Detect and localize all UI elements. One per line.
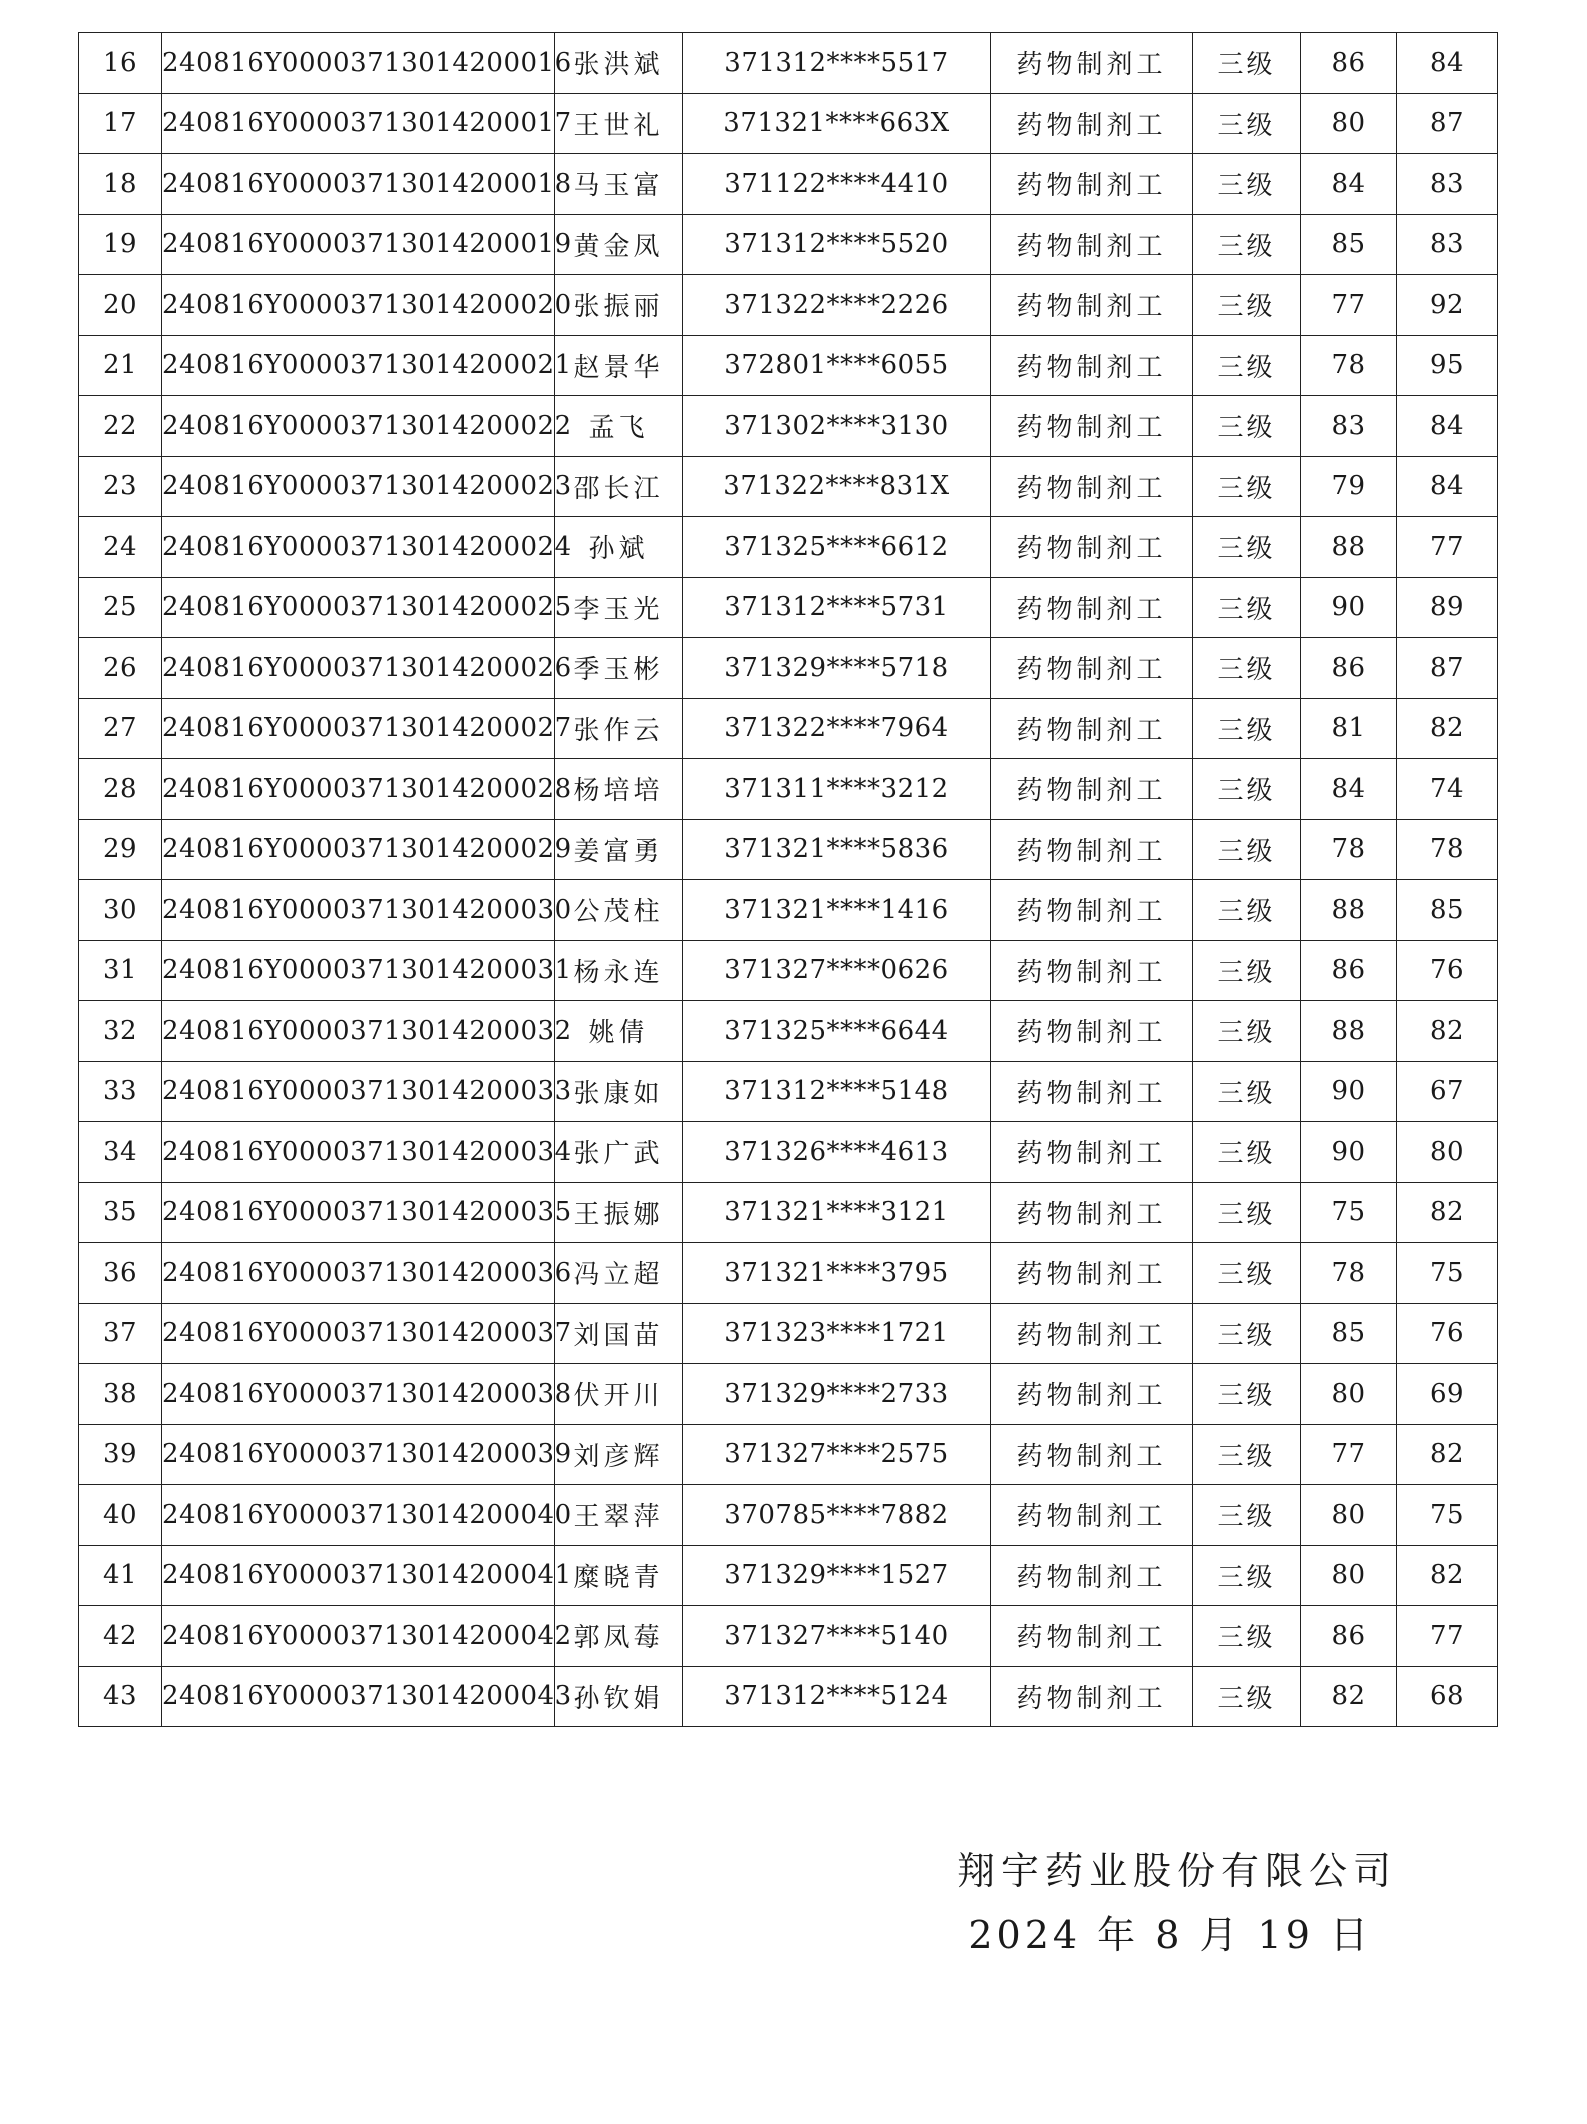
certificate-number-cell: 240816Y00003713014200029 [162, 819, 555, 880]
occupation-cell: 药物制剂工 [991, 456, 1193, 517]
signature-date: 2024 年 8 月 19 日 [968, 1913, 1372, 1957]
certificate-number-cell: 240816Y00003713014200031 [162, 940, 555, 1001]
person-name-cell: 郭凤莓 [555, 1606, 683, 1667]
row-number-cell: 18 [79, 154, 162, 215]
certificate-number-cell: 240816Y00003713014200032 [162, 1001, 555, 1062]
level-cell: 三级 [1193, 1666, 1301, 1727]
table-row [79, 275, 1498, 336]
certificate-number-cell: 240816Y00003713014200026 [162, 638, 555, 699]
row-number-cell: 29 [79, 819, 162, 880]
occupation-cell: 药物制剂工 [991, 759, 1193, 820]
table-row [79, 1666, 1498, 1727]
row-number-cell: 22 [79, 396, 162, 457]
id-number-cell: 371327****2575 [683, 1424, 991, 1485]
certificate-number-cell: 240816Y00003713014200023 [162, 456, 555, 517]
person-name-cell: 张作云 [555, 698, 683, 759]
certificate-number-cell: 240816Y00003713014200033 [162, 1061, 555, 1122]
person-name-cell: 刘彦辉 [555, 1424, 683, 1485]
theory-score-cell: 82 [1301, 1666, 1397, 1727]
certificate-number-cell: 240816Y00003713014200034 [162, 1122, 555, 1183]
row-number-cell: 41 [79, 1545, 162, 1606]
person-name-cell: 王世礼 [555, 93, 683, 154]
person-name-cell: 孙斌 [555, 517, 683, 578]
occupation-cell: 药物制剂工 [991, 33, 1193, 94]
theory-score-cell: 75 [1301, 1182, 1397, 1243]
id-number-cell: 371325****6644 [683, 1001, 991, 1062]
occupation-cell: 药物制剂工 [991, 93, 1193, 154]
id-number-cell: 371312****5520 [683, 214, 991, 275]
level-cell: 三级 [1193, 1061, 1301, 1122]
level-cell: 三级 [1193, 698, 1301, 759]
certificate-number-cell: 240816Y00003713014200043 [162, 1666, 555, 1727]
id-number-cell: 371321****5836 [683, 819, 991, 880]
table-row [79, 1303, 1498, 1364]
theory-score-cell: 80 [1301, 1485, 1397, 1546]
certificate-number-cell: 240816Y00003713014200028 [162, 759, 555, 820]
skill-score-cell: 84 [1397, 33, 1498, 94]
occupation-cell: 药物制剂工 [991, 275, 1193, 336]
id-number-cell: 371322****7964 [683, 698, 991, 759]
person-name-cell: 张康如 [555, 1061, 683, 1122]
id-number-cell: 371326****4613 [683, 1122, 991, 1183]
table-row [79, 698, 1498, 759]
table-row [79, 1485, 1498, 1546]
row-number-cell: 33 [79, 1061, 162, 1122]
level-cell: 三级 [1193, 1364, 1301, 1425]
theory-score-cell: 81 [1301, 698, 1397, 759]
row-number-cell: 37 [79, 1303, 162, 1364]
id-number-cell: 372801****6055 [683, 335, 991, 396]
id-number-cell: 371311****3212 [683, 759, 991, 820]
occupation-cell: 药物制剂工 [991, 638, 1193, 699]
table-row [79, 396, 1498, 457]
theory-score-cell: 85 [1301, 214, 1397, 275]
person-name-cell: 孟飞 [555, 396, 683, 457]
skill-score-cell: 68 [1397, 1666, 1498, 1727]
occupation-cell: 药物制剂工 [991, 335, 1193, 396]
table-row [79, 1122, 1498, 1183]
id-number-cell: 371325****6612 [683, 517, 991, 578]
theory-score-cell: 78 [1301, 1243, 1397, 1304]
theory-score-cell: 85 [1301, 1303, 1397, 1364]
id-number-cell: 371321****663X [683, 93, 991, 154]
table-row [79, 638, 1498, 699]
theory-score-cell: 88 [1301, 880, 1397, 941]
row-number-cell: 16 [79, 33, 162, 94]
certificate-number-cell: 240816Y00003713014200019 [162, 214, 555, 275]
occupation-cell: 药物制剂工 [991, 396, 1193, 457]
row-number-cell: 36 [79, 1243, 162, 1304]
table-row [79, 880, 1498, 941]
person-name-cell: 姜富勇 [555, 819, 683, 880]
skill-score-cell: 82 [1397, 1001, 1498, 1062]
skill-score-cell: 78 [1397, 819, 1498, 880]
id-number-cell: 370785****7882 [683, 1485, 991, 1546]
level-cell: 三级 [1193, 214, 1301, 275]
theory-score-cell: 77 [1301, 1424, 1397, 1485]
certificate-number-cell: 240816Y00003713014200020 [162, 275, 555, 336]
person-name-cell: 杨培培 [555, 759, 683, 820]
table-row [79, 759, 1498, 820]
theory-score-cell: 77 [1301, 275, 1397, 336]
id-number-cell: 371321****1416 [683, 880, 991, 941]
certificate-number-cell: 240816Y00003713014200027 [162, 698, 555, 759]
row-number-cell: 19 [79, 214, 162, 275]
occupation-cell: 药物制剂工 [991, 214, 1193, 275]
occupation-cell: 药物制剂工 [991, 1001, 1193, 1062]
certificate-number-cell: 240816Y00003713014200024 [162, 517, 555, 578]
table-row [79, 93, 1498, 154]
table-row [79, 335, 1498, 396]
certificate-number-cell: 240816Y00003713014200039 [162, 1424, 555, 1485]
certificate-number-cell: 240816Y00003713014200025 [162, 577, 555, 638]
theory-score-cell: 86 [1301, 940, 1397, 1001]
theory-score-cell: 84 [1301, 154, 1397, 215]
level-cell: 三级 [1193, 1424, 1301, 1485]
skill-score-cell: 84 [1397, 456, 1498, 517]
row-number-cell: 42 [79, 1606, 162, 1667]
skill-score-cell: 82 [1397, 1182, 1498, 1243]
row-number-cell: 31 [79, 940, 162, 1001]
id-number-cell: 371321****3795 [683, 1243, 991, 1304]
occupation-cell: 药物制剂工 [991, 577, 1193, 638]
theory-score-cell: 86 [1301, 638, 1397, 699]
occupation-cell: 药物制剂工 [991, 1182, 1193, 1243]
person-name-cell: 糜晓青 [555, 1545, 683, 1606]
theory-score-cell: 78 [1301, 819, 1397, 880]
table-row [79, 1061, 1498, 1122]
skill-score-cell: 75 [1397, 1243, 1498, 1304]
occupation-cell: 药物制剂工 [991, 698, 1193, 759]
skill-score-cell: 83 [1397, 154, 1498, 215]
skill-score-cell: 83 [1397, 214, 1498, 275]
person-name-cell: 张广武 [555, 1122, 683, 1183]
level-cell: 三级 [1193, 275, 1301, 336]
occupation-cell: 药物制剂工 [991, 517, 1193, 578]
table-row [79, 1243, 1498, 1304]
table-row [79, 1364, 1498, 1425]
certificate-number-cell: 240816Y00003713014200018 [162, 154, 555, 215]
id-number-cell: 371312****5731 [683, 577, 991, 638]
level-cell: 三级 [1193, 1303, 1301, 1364]
level-cell: 三级 [1193, 1243, 1301, 1304]
occupation-cell: 药物制剂工 [991, 1122, 1193, 1183]
certificate-number-cell: 240816Y00003713014200035 [162, 1182, 555, 1243]
level-cell: 三级 [1193, 1182, 1301, 1243]
row-number-cell: 21 [79, 335, 162, 396]
level-cell: 三级 [1193, 1122, 1301, 1183]
id-number-cell: 371312****5124 [683, 1666, 991, 1727]
skill-score-cell: 75 [1397, 1485, 1498, 1546]
theory-score-cell: 86 [1301, 33, 1397, 94]
skill-score-cell: 67 [1397, 1061, 1498, 1122]
person-name-cell: 李玉光 [555, 577, 683, 638]
occupation-cell: 药物制剂工 [991, 819, 1193, 880]
id-number-cell: 371327****0626 [683, 940, 991, 1001]
person-name-cell: 王振娜 [555, 1182, 683, 1243]
certificate-number-cell: 240816Y00003713014200041 [162, 1545, 555, 1606]
row-number-cell: 30 [79, 880, 162, 941]
table-row [79, 819, 1498, 880]
row-number-cell: 39 [79, 1424, 162, 1485]
skill-score-cell: 87 [1397, 93, 1498, 154]
level-cell: 三级 [1193, 1606, 1301, 1667]
certificate-number-cell: 240816Y00003713014200021 [162, 335, 555, 396]
theory-score-cell: 90 [1301, 1122, 1397, 1183]
id-number-cell: 371327****5140 [683, 1606, 991, 1667]
level-cell: 三级 [1193, 940, 1301, 1001]
skill-score-cell: 82 [1397, 698, 1498, 759]
certificate-number-cell: 240816Y00003713014200040 [162, 1485, 555, 1546]
row-number-cell: 24 [79, 517, 162, 578]
skill-score-cell: 77 [1397, 1606, 1498, 1667]
level-cell: 三级 [1193, 1485, 1301, 1546]
person-name-cell: 赵景华 [555, 335, 683, 396]
table-row [79, 1424, 1498, 1485]
id-number-cell: 371321****3121 [683, 1182, 991, 1243]
theory-score-cell: 84 [1301, 759, 1397, 820]
occupation-cell: 药物制剂工 [991, 880, 1193, 941]
person-name-cell: 季玉彬 [555, 638, 683, 699]
table-row [79, 1001, 1498, 1062]
certificate-number-cell: 240816Y00003713014200037 [162, 1303, 555, 1364]
row-number-cell: 35 [79, 1182, 162, 1243]
level-cell: 三级 [1193, 577, 1301, 638]
table-row [79, 1545, 1498, 1606]
skill-score-cell: 95 [1397, 335, 1498, 396]
company-name: 翔宇药业股份有限公司 [956, 1849, 1397, 1893]
table-row [79, 577, 1498, 638]
row-number-cell: 34 [79, 1122, 162, 1183]
occupation-cell: 药物制剂工 [991, 940, 1193, 1001]
theory-score-cell: 88 [1301, 517, 1397, 578]
skill-score-cell: 76 [1397, 940, 1498, 1001]
skill-score-cell: 77 [1397, 517, 1498, 578]
person-name-cell: 马玉富 [555, 154, 683, 215]
row-number-cell: 32 [79, 1001, 162, 1062]
person-name-cell: 王翠萍 [555, 1485, 683, 1546]
occupation-cell: 药物制剂工 [991, 1243, 1193, 1304]
row-number-cell: 23 [79, 456, 162, 517]
table-row [79, 1606, 1498, 1667]
certificate-number-cell: 240816Y00003713014200038 [162, 1364, 555, 1425]
skill-score-cell: 84 [1397, 396, 1498, 457]
id-number-cell: 371122****4410 [683, 154, 991, 215]
occupation-cell: 药物制剂工 [991, 1606, 1193, 1667]
skill-score-cell: 82 [1397, 1545, 1498, 1606]
occupation-cell: 药物制剂工 [991, 1061, 1193, 1122]
row-number-cell: 27 [79, 698, 162, 759]
id-number-cell: 371322****831X [683, 456, 991, 517]
skill-score-cell: 76 [1397, 1303, 1498, 1364]
table-row [79, 517, 1498, 578]
table-body [79, 33, 1498, 1727]
theory-score-cell: 78 [1301, 335, 1397, 396]
person-name-cell: 刘国苗 [555, 1303, 683, 1364]
row-number-cell: 25 [79, 577, 162, 638]
person-name-cell: 冯立超 [555, 1243, 683, 1304]
skill-score-cell: 87 [1397, 638, 1498, 699]
occupation-cell: 药物制剂工 [991, 1666, 1193, 1727]
occupation-cell: 药物制剂工 [991, 154, 1193, 215]
level-cell: 三级 [1193, 33, 1301, 94]
person-name-cell: 伏开川 [555, 1364, 683, 1425]
row-number-cell: 26 [79, 638, 162, 699]
skill-score-cell: 69 [1397, 1364, 1498, 1425]
certificate-number-cell: 240816Y00003713014200030 [162, 880, 555, 941]
skill-score-cell: 92 [1397, 275, 1498, 336]
skill-score-cell: 85 [1397, 880, 1498, 941]
table-row [79, 33, 1498, 94]
certificate-number-cell: 240816Y00003713014200022 [162, 396, 555, 457]
person-name-cell: 张洪斌 [555, 33, 683, 94]
occupation-cell: 药物制剂工 [991, 1424, 1193, 1485]
id-number-cell: 371329****2733 [683, 1364, 991, 1425]
id-number-cell: 371322****2226 [683, 275, 991, 336]
row-number-cell: 40 [79, 1485, 162, 1546]
table-row [79, 940, 1498, 1001]
occupation-cell: 药物制剂工 [991, 1545, 1193, 1606]
table-row [79, 154, 1498, 215]
person-name-cell: 孙钦娟 [555, 1666, 683, 1727]
id-number-cell: 371312****5148 [683, 1061, 991, 1122]
person-name-cell: 杨永连 [555, 940, 683, 1001]
theory-score-cell: 80 [1301, 93, 1397, 154]
id-number-cell: 371302****3130 [683, 396, 991, 457]
level-cell: 三级 [1193, 880, 1301, 941]
level-cell: 三级 [1193, 517, 1301, 578]
row-number-cell: 28 [79, 759, 162, 820]
level-cell: 三级 [1193, 1545, 1301, 1606]
theory-score-cell: 90 [1301, 1061, 1397, 1122]
theory-score-cell: 79 [1301, 456, 1397, 517]
skill-score-cell: 82 [1397, 1424, 1498, 1485]
person-name-cell: 张振丽 [555, 275, 683, 336]
id-number-cell: 371323****1721 [683, 1303, 991, 1364]
occupation-cell: 药物制剂工 [991, 1303, 1193, 1364]
theory-score-cell: 83 [1301, 396, 1397, 457]
occupation-cell: 药物制剂工 [991, 1364, 1193, 1425]
row-number-cell: 43 [79, 1666, 162, 1727]
table-row [79, 456, 1498, 517]
level-cell: 三级 [1193, 1001, 1301, 1062]
table-row [79, 214, 1498, 275]
level-cell: 三级 [1193, 335, 1301, 396]
level-cell: 三级 [1193, 819, 1301, 880]
certificate-number-cell: 240816Y00003713014200036 [162, 1243, 555, 1304]
person-name-cell: 公茂柱 [555, 880, 683, 941]
theory-score-cell: 80 [1301, 1364, 1397, 1425]
table-row [79, 1182, 1498, 1243]
row-number-cell: 20 [79, 275, 162, 336]
certificate-number-cell: 240816Y00003713014200016 [162, 33, 555, 94]
level-cell: 三级 [1193, 759, 1301, 820]
id-number-cell: 371329****5718 [683, 638, 991, 699]
theory-score-cell: 86 [1301, 1606, 1397, 1667]
level-cell: 三级 [1193, 396, 1301, 457]
skill-score-cell: 89 [1397, 577, 1498, 638]
theory-score-cell: 90 [1301, 577, 1397, 638]
certificate-number-cell: 240816Y00003713014200017 [162, 93, 555, 154]
level-cell: 三级 [1193, 93, 1301, 154]
level-cell: 三级 [1193, 456, 1301, 517]
records-table [78, 32, 1498, 1727]
skill-score-cell: 74 [1397, 759, 1498, 820]
row-number-cell: 17 [79, 93, 162, 154]
theory-score-cell: 88 [1301, 1001, 1397, 1062]
id-number-cell: 371329****1527 [683, 1545, 991, 1606]
occupation-cell: 药物制剂工 [991, 1485, 1193, 1546]
person-name-cell: 姚倩 [555, 1001, 683, 1062]
theory-score-cell: 80 [1301, 1545, 1397, 1606]
skill-score-cell: 80 [1397, 1122, 1498, 1183]
person-name-cell: 邵长江 [555, 456, 683, 517]
row-number-cell: 38 [79, 1364, 162, 1425]
person-name-cell: 黄金凤 [555, 214, 683, 275]
level-cell: 三级 [1193, 638, 1301, 699]
id-number-cell: 371312****5517 [683, 33, 991, 94]
certificate-number-cell: 240816Y00003713014200042 [162, 1606, 555, 1667]
level-cell: 三级 [1193, 154, 1301, 215]
